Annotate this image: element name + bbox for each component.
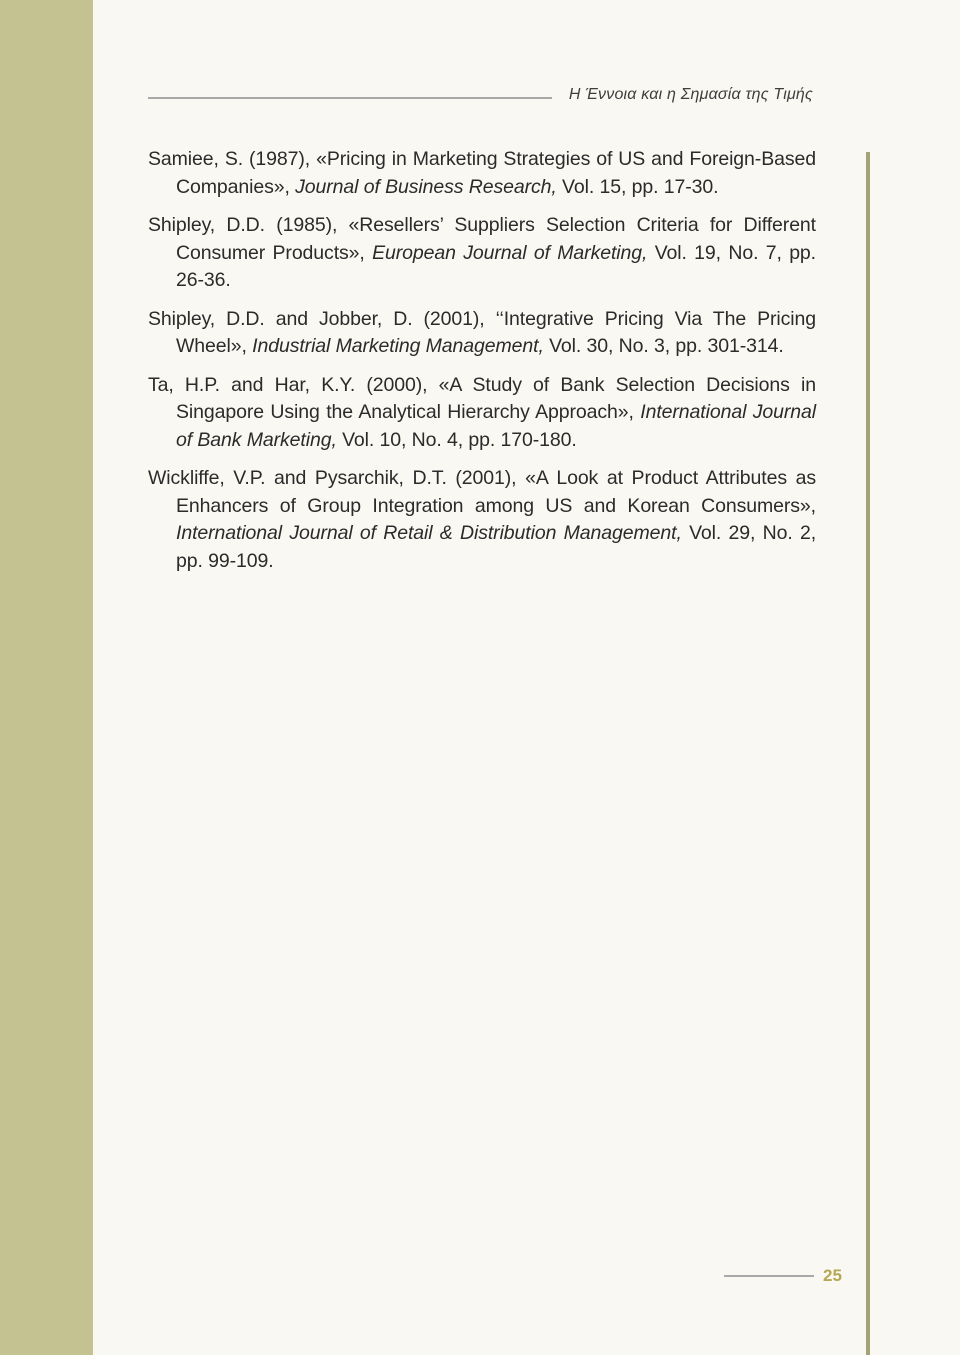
right-margin-rule — [866, 152, 870, 1355]
reference-text: Ta, H.P. and Har, K.Y. (2000), «A Study of Bank Selection Decisions in Singapore Using the Analytical Hierarchy Approach», — [148, 373, 816, 423]
reference-journal: International Journal of Retail & Distribution Management, — [176, 522, 682, 544]
reference-journal: International Journal of Bank Marketing, — [176, 401, 816, 451]
reference-journal: Journal of Business Research, — [295, 175, 557, 198]
reference-details: Vol. 19, No. 7, pp. 26-36. — [176, 241, 816, 291]
running-header: Η Έννοια και η Σημασία της Τιμής — [568, 86, 813, 103]
reference-text: Shipley, D.D. (1985), «Resellers’ Suppliers Selection Criteria for Different Consumer Products», — [148, 214, 816, 264]
header-rule — [148, 97, 552, 99]
reference-details: Vol. 15, pp. 17-30. — [556, 175, 719, 198]
reference-text: Samiee, S. (1987), «Pricing in Marketing Strategies of US and Foreign-Based Companies», — [148, 148, 816, 198]
reference-details: Vol. 29, No. 2, pp. 99-109. — [176, 522, 817, 572]
reference-entry — [148, 306, 816, 361]
footer-rule — [724, 1275, 814, 1277]
reference-journal: Industrial Marketing Management, — [252, 335, 544, 357]
reference-list — [148, 146, 816, 586]
page-number: 25 — [823, 1266, 842, 1285]
reference-text: Wickliffe, V.P. and Pysarchik, D.T. (2001), «A Look at Product Attributes as Enhancers of Group Integration among US and Korean Consumers», — [148, 467, 816, 517]
reference-entry — [148, 212, 816, 295]
reference-details: Vol. 30, No. 3, pp. 301-314. — [543, 335, 784, 357]
reference-details: Vol. 10, No. 4, pp. 170-180. — [336, 428, 577, 451]
reference-journal: European Journal of Marketing, — [372, 241, 648, 264]
reference-entry — [148, 146, 816, 201]
reference-entry — [148, 372, 816, 455]
left-margin-band — [0, 0, 93, 1355]
reference-text: Shipley, D.D. and Jobber, D. (2001), ‘‘Integrative Pricing Via The Pricing Wheel», — [148, 307, 816, 357]
reference-entry — [148, 465, 816, 575]
